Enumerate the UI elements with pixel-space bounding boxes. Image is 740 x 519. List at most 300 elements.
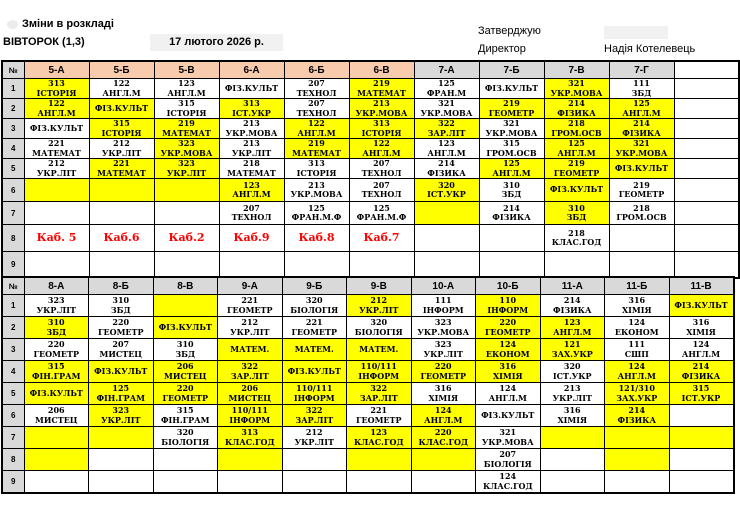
schedule-cell[interactable]: [24, 119, 89, 139]
schedule-cell[interactable]: [24, 317, 89, 339]
subject-name: ЗАХ.УКР: [616, 392, 658, 403]
schedule-cell[interactable]: [674, 139, 739, 159]
subject-name: ЗБД: [501, 189, 522, 199]
schedule-cell[interactable]: [153, 449, 218, 471]
schedule-cell[interactable]: [605, 383, 670, 405]
schedule-cell[interactable]: [414, 139, 479, 159]
schedule-cell[interactable]: [218, 449, 283, 471]
schedule-cell[interactable]: [411, 405, 476, 427]
schedule-cell[interactable]: [609, 179, 674, 202]
schedule-cell[interactable]: [411, 449, 476, 471]
schedule-cell[interactable]: [284, 159, 349, 179]
schedule-cell[interactable]: [411, 383, 476, 405]
class-header-cell[interactable]: 5-А: [24, 61, 89, 79]
schedule-cell[interactable]: [414, 179, 479, 202]
class-header-cell[interactable]: 9-В: [347, 277, 412, 295]
director-label: Директор: [478, 43, 526, 55]
subject-name: ГЕОМЕТР: [484, 326, 531, 337]
schedule-cell[interactable]: [89, 179, 154, 202]
subject-name: ЗАР.ЛІТ: [230, 370, 269, 381]
room-number: 316: [628, 295, 646, 305]
class-header-cell[interactable]: 9-А: [218, 277, 283, 295]
class-header-cell[interactable]: 8-А: [24, 277, 89, 295]
schedule-cell[interactable]: [24, 179, 89, 202]
schedule-cell[interactable]: [284, 79, 349, 99]
schedule-cell[interactable]: [414, 159, 479, 179]
schedule-cell[interactable]: [153, 317, 218, 339]
row-number-header[interactable]: №: [2, 277, 24, 295]
schedule-cell[interactable]: [669, 361, 734, 383]
schedule-cell[interactable]: [349, 139, 414, 159]
subject-name: ГРОМ.ОСВ: [551, 127, 602, 138]
class-header-cell[interactable]: 5-Б: [89, 61, 154, 79]
schedule-cell[interactable]: [24, 79, 89, 99]
class-header-cell[interactable]: 6-А: [219, 61, 284, 79]
schedule-cell[interactable]: [669, 339, 734, 361]
cab-cell[interactable]: [284, 225, 349, 252]
schedule-cell[interactable]: [282, 339, 347, 361]
class-header-cell[interactable]: 8-Б: [89, 277, 154, 295]
schedule-cell[interactable]: [414, 119, 479, 139]
schedule-cell[interactable]: [674, 225, 739, 252]
schedule-cell[interactable]: [282, 427, 347, 449]
period-number-cell[interactable]: 9: [2, 252, 24, 279]
schedule-cell[interactable]: [89, 119, 154, 139]
schedule-cell[interactable]: [347, 427, 412, 449]
subject-name: Каб.9: [233, 231, 270, 244]
schedule-cell[interactable]: [347, 295, 412, 317]
schedule-cell[interactable]: [24, 295, 89, 317]
schedule-cell[interactable]: [284, 202, 349, 225]
schedule-cell[interactable]: [674, 159, 739, 179]
schedule-cell[interactable]: [24, 252, 89, 279]
schedule-cell[interactable]: [218, 471, 283, 494]
subject-name: ГЕОМЕТР: [97, 326, 144, 337]
schedule-cell[interactable]: [544, 159, 609, 179]
schedule-cell[interactable]: [282, 317, 347, 339]
schedule-cell[interactable]: [218, 339, 283, 361]
cab-cell[interactable]: [89, 225, 154, 252]
period-number-cell[interactable]: 3: [2, 339, 24, 361]
schedule-cell[interactable]: [544, 252, 609, 279]
period-number-cell[interactable]: 7: [2, 202, 24, 225]
schedule-cell[interactable]: [218, 295, 283, 317]
subject-name: ГЕОМЕТР: [226, 304, 273, 315]
room-number: 323: [434, 317, 452, 327]
class-header-cell[interactable]: 11-Б: [605, 277, 670, 295]
schedule-cell[interactable]: [669, 405, 734, 427]
schedule-cell[interactable]: [540, 471, 605, 494]
schedule-cell[interactable]: [476, 383, 541, 405]
schedule-cell[interactable]: [282, 449, 347, 471]
schedule-cell[interactable]: [219, 202, 284, 225]
schedule-cell[interactable]: [219, 79, 284, 99]
schedule-cell[interactable]: [89, 202, 154, 225]
subject-name: МИСТЕЦ: [228, 392, 272, 403]
subject-name: ІСТОРІЯ: [296, 167, 337, 178]
schedule-cell[interactable]: [218, 383, 283, 405]
row-number-header[interactable]: №: [2, 61, 24, 79]
schedule-cell[interactable]: [219, 139, 284, 159]
period-number-cell[interactable]: 3: [2, 119, 24, 139]
schedule-cell[interactable]: [89, 139, 154, 159]
schedule-cell[interactable]: [669, 427, 734, 449]
period-number-cell[interactable]: 6: [2, 405, 24, 427]
schedule-cell[interactable]: [540, 405, 605, 427]
schedule-cell[interactable]: [24, 99, 89, 119]
subject-name: УКР.МОВА: [615, 147, 668, 158]
room-number: 121: [563, 339, 581, 349]
schedule-cell[interactable]: [476, 449, 541, 471]
schedule-cell[interactable]: [540, 361, 605, 383]
schedule-cell[interactable]: [154, 179, 219, 202]
subject-name: УКР.ЛІТ: [359, 304, 399, 315]
schedule-cell[interactable]: [411, 471, 476, 494]
schedule-cell[interactable]: [218, 317, 283, 339]
schedule-cell[interactable]: [347, 361, 412, 383]
schedule-cell[interactable]: [89, 317, 154, 339]
class-header-cell[interactable]: 5-В: [154, 61, 219, 79]
schedule-cell[interactable]: [414, 252, 479, 279]
schedule-cell[interactable]: [479, 99, 544, 119]
schedule-cell[interactable]: [605, 471, 670, 494]
cab-cell[interactable]: [154, 225, 219, 252]
schedule-cell[interactable]: [540, 317, 605, 339]
schedule-cell[interactable]: [24, 427, 89, 449]
subject-name: АНГЛ.М: [492, 167, 531, 178]
schedule-cell[interactable]: [284, 119, 349, 139]
schedule-cell[interactable]: [282, 361, 347, 383]
period-number-cell[interactable]: 2: [2, 99, 24, 119]
schedule-cell[interactable]: [479, 79, 544, 99]
schedule-cell[interactable]: [347, 405, 412, 427]
schedule-cell[interactable]: [674, 202, 739, 225]
schedule-cell[interactable]: [609, 252, 674, 279]
subject-name: УКР.МОВА: [420, 107, 473, 118]
schedule-cell[interactable]: [609, 225, 674, 252]
period-number-cell[interactable]: 9: [2, 471, 24, 494]
schedule-cell[interactable]: [89, 159, 154, 179]
schedule-cell[interactable]: [414, 225, 479, 252]
schedule-cell[interactable]: [89, 252, 154, 279]
schedule-cell[interactable]: [349, 119, 414, 139]
schedule-cell[interactable]: [609, 202, 674, 225]
schedule-cell[interactable]: [349, 79, 414, 99]
schedule-cell[interactable]: [605, 405, 670, 427]
subject-name: УКР.МОВА: [290, 189, 343, 199]
schedule-cell[interactable]: [284, 99, 349, 119]
schedule-cell[interactable]: [544, 139, 609, 159]
subject-name: ЗАР.ЛІТ: [295, 414, 334, 425]
class-header-cell[interactable]: 7-Г: [609, 61, 674, 79]
schedule-cell[interactable]: [605, 317, 670, 339]
room-number: 221: [241, 295, 259, 305]
cab-cell[interactable]: [24, 225, 89, 252]
subject-name: ФІЗ.КУЛЬТ: [674, 299, 728, 310]
room-number: 221: [113, 158, 130, 168]
schedule-cell[interactable]: [674, 119, 739, 139]
schedule-cell[interactable]: [540, 339, 605, 361]
schedule-cell[interactable]: [282, 383, 347, 405]
schedule-cell[interactable]: [284, 139, 349, 159]
schedule-cell[interactable]: [479, 252, 544, 279]
schedule-cell[interactable]: [544, 99, 609, 119]
schedule-cell[interactable]: [605, 361, 670, 383]
class-header-cell[interactable]: [674, 61, 739, 79]
schedule-cell[interactable]: [349, 179, 414, 202]
schedule-cell[interactable]: [89, 471, 154, 494]
schedule-cell[interactable]: [218, 405, 283, 427]
schedule-cell[interactable]: [411, 339, 476, 361]
subject-name: ГЕОМЕТР: [355, 414, 402, 425]
schedule-cell[interactable]: [284, 252, 349, 279]
schedule-cell[interactable]: [349, 252, 414, 279]
room-number: 111: [434, 295, 452, 305]
subject-name: ХІМІЯ: [621, 304, 652, 315]
schedule-cell[interactable]: [349, 159, 414, 179]
schedule-cell[interactable]: [544, 225, 609, 252]
schedule-cell[interactable]: [282, 295, 347, 317]
schedule-cell[interactable]: [218, 361, 283, 383]
class-header-cell[interactable]: 7-В: [544, 61, 609, 79]
schedule-cell[interactable]: [544, 202, 609, 225]
schedule-cell[interactable]: [24, 471, 89, 494]
schedule-cell[interactable]: [154, 252, 219, 279]
schedule-cell[interactable]: [411, 317, 476, 339]
subject-name: ГЕОМЕТР: [291, 326, 337, 337]
schedule-cell[interactable]: [479, 139, 544, 159]
schedule-cell[interactable]: [605, 427, 670, 449]
schedule-cell[interactable]: [24, 449, 89, 471]
period-number-cell[interactable]: 4: [2, 361, 24, 383]
schedule-cell[interactable]: [411, 295, 476, 317]
schedule-cell[interactable]: [411, 361, 476, 383]
schedule-cell[interactable]: [24, 159, 89, 179]
schedule-cell[interactable]: [674, 179, 739, 202]
schedule-cell[interactable]: [154, 139, 219, 159]
subject-name: УКР.ЛІТ: [101, 414, 141, 425]
period-number-cell[interactable]: 5: [2, 383, 24, 405]
period-number-cell[interactable]: 8: [2, 449, 24, 471]
schedule-cell[interactable]: [154, 119, 219, 139]
schedule-cell[interactable]: [476, 471, 541, 494]
schedule-cell[interactable]: [89, 449, 154, 471]
room-number: 213: [563, 383, 581, 393]
schedule-cell[interactable]: [24, 383, 89, 405]
schedule-cell[interactable]: [219, 252, 284, 279]
schedule-cell[interactable]: [347, 449, 412, 471]
schedule-cell[interactable]: [153, 383, 218, 405]
cab-cell[interactable]: [219, 225, 284, 252]
schedule-cell[interactable]: [669, 471, 734, 494]
schedule-cell[interactable]: [89, 405, 154, 427]
subject-name: УКР.МОВА: [160, 147, 213, 158]
schedule-cell[interactable]: [349, 202, 414, 225]
schedule-cell[interactable]: [544, 119, 609, 139]
room-number: 111: [628, 339, 646, 349]
period-number-cell[interactable]: 7: [2, 427, 24, 449]
period-number-cell[interactable]: 2: [2, 317, 24, 339]
cab-cell[interactable]: [349, 225, 414, 252]
schedule-cell[interactable]: [414, 99, 479, 119]
schedule-cell[interactable]: [609, 139, 674, 159]
subject-name: КЛАС.ГОД: [551, 237, 602, 247]
room-number: 207: [373, 179, 390, 190]
schedule-cell[interactable]: [476, 295, 541, 317]
schedule-cell[interactable]: [476, 317, 541, 339]
schedule-cell[interactable]: [479, 202, 544, 225]
schedule-cell[interactable]: [476, 361, 541, 383]
schedule-cell[interactable]: [24, 139, 89, 159]
subject-name: Каб.2: [168, 231, 205, 244]
subject-name: ІНФОРМ: [293, 392, 335, 403]
period-number-cell[interactable]: 4: [2, 139, 24, 159]
period-number-cell[interactable]: 1: [2, 295, 24, 317]
schedule-cell[interactable]: [414, 79, 479, 99]
class-header-cell[interactable]: 6-Б: [284, 61, 349, 79]
schedule-cell[interactable]: [347, 471, 412, 494]
schedule-cell[interactable]: [669, 317, 734, 339]
schedule-cell[interactable]: [219, 99, 284, 119]
subject-name: АНГЛ.М: [488, 392, 527, 403]
subject-name: БІОЛОГІЯ: [161, 436, 210, 447]
schedule-cell[interactable]: [476, 339, 541, 361]
schedule-cell[interactable]: [605, 339, 670, 361]
schedule-cell[interactable]: [89, 427, 154, 449]
schedule-cell[interactable]: [609, 79, 674, 99]
schedule-cell[interactable]: [544, 179, 609, 202]
schedule-cell[interactable]: [89, 99, 154, 119]
subject-name: ФІЗИКА: [553, 304, 592, 315]
room-number: 221: [48, 138, 65, 148]
room-number: 206: [47, 405, 65, 415]
subject-name: УКР.МОВА: [225, 127, 278, 138]
schedule-cell[interactable]: [89, 79, 154, 99]
schedule-cell[interactable]: [153, 405, 218, 427]
schedule-cell[interactable]: [153, 361, 218, 383]
schedule-cell[interactable]: [347, 383, 412, 405]
class-header-cell[interactable]: 10-А: [411, 277, 476, 295]
schedule-cell[interactable]: [411, 427, 476, 449]
room-number: 213: [308, 179, 325, 190]
room-number: 221: [370, 405, 388, 415]
schedule-cell[interactable]: [24, 202, 89, 225]
schedule-cell[interactable]: [609, 119, 674, 139]
schedule-cell[interactable]: [282, 405, 347, 427]
class-header-cell[interactable]: 9-Б: [282, 277, 347, 295]
schedule-cell[interactable]: [479, 159, 544, 179]
class-header-cell[interactable]: 8-В: [153, 277, 218, 295]
subject-name: ГЕОМЕТР: [162, 392, 208, 403]
schedule-cell[interactable]: [674, 252, 739, 279]
schedule-cell[interactable]: [154, 202, 219, 225]
schedule-cell[interactable]: [479, 179, 544, 202]
schedule-cell[interactable]: [219, 119, 284, 139]
class-header-cell[interactable]: 6-В: [349, 61, 414, 79]
subject-name: КЛАС.ГОД: [482, 480, 533, 491]
schedule-cell[interactable]: [24, 405, 89, 427]
subject-name: СШП: [624, 348, 649, 359]
schedule-cell[interactable]: [669, 383, 734, 405]
room-number: 321: [499, 427, 517, 437]
period-number-cell[interactable]: 1: [2, 79, 24, 99]
schedule-cell[interactable]: [24, 339, 89, 361]
class-header-cell[interactable]: 11-В: [669, 277, 734, 295]
schedule-cell[interactable]: [349, 99, 414, 119]
schedule-cell[interactable]: [540, 295, 605, 317]
class-header-cell[interactable]: 7-Б: [479, 61, 544, 79]
subject-name: ФРАН.М.Ф: [291, 212, 342, 222]
subject-name: ІСТОРІЯ: [166, 107, 207, 118]
schedule-cell[interactable]: [153, 295, 218, 317]
subject-name: ФІН.ГРАМ: [160, 414, 210, 425]
schedule-cell[interactable]: [605, 295, 670, 317]
class-header-cell[interactable]: 10-Б: [476, 277, 541, 295]
class-header-cell[interactable]: 7-А: [414, 61, 479, 79]
schedule-cell[interactable]: [669, 449, 734, 471]
schedule-cell[interactable]: [347, 317, 412, 339]
period-number-cell[interactable]: 6: [2, 179, 24, 202]
schedule-cell[interactable]: [24, 361, 89, 383]
schedule-cell[interactable]: [476, 427, 541, 449]
subject-name: ІНФОРМ: [422, 304, 464, 315]
period-number-cell[interactable]: 8: [2, 225, 24, 252]
subject-name: ЗАР.ЛІТ: [427, 127, 466, 138]
schedule-cell[interactable]: [479, 119, 544, 139]
schedule-cell[interactable]: [540, 383, 605, 405]
schedule-cell[interactable]: [674, 99, 739, 119]
subject-name: ГРОМ.ОСВ: [616, 212, 667, 222]
room-number: 125: [503, 158, 520, 168]
schedule-cell[interactable]: [674, 79, 739, 99]
schedule-cell[interactable]: [154, 159, 219, 179]
schedule-cell[interactable]: [219, 159, 284, 179]
schedule-cell[interactable]: [89, 361, 154, 383]
schedule-cell[interactable]: [605, 449, 670, 471]
schedule-cell[interactable]: [609, 159, 674, 179]
room-number: 323: [47, 295, 65, 305]
schedule-cell[interactable]: [669, 295, 734, 317]
page-title: Зміни в розкладі: [22, 18, 114, 30]
schedule-cell[interactable]: [540, 449, 605, 471]
subject-name: УКР.ЛІТ: [552, 392, 592, 403]
schedule-cell[interactable]: [219, 179, 284, 202]
schedule-cell[interactable]: [154, 99, 219, 119]
schedule-cell[interactable]: [282, 471, 347, 494]
schedule-cell[interactable]: [479, 225, 544, 252]
schedule-cell[interactable]: [347, 339, 412, 361]
subject-name: ФІЗИКА: [617, 414, 656, 425]
room-number: 221: [305, 317, 323, 327]
schedule-cell[interactable]: [540, 427, 605, 449]
schedule-cell[interactable]: [414, 202, 479, 225]
schedule-cell[interactable]: [154, 79, 219, 99]
schedule-cell[interactable]: [544, 79, 609, 99]
schedule-cell[interactable]: [218, 427, 283, 449]
schedule-cell[interactable]: [153, 471, 218, 494]
schedule-cell[interactable]: [89, 339, 154, 361]
schedule-cell[interactable]: [89, 383, 154, 405]
room-number: 218: [568, 227, 585, 238]
class-header-cell[interactable]: 11-А: [540, 277, 605, 295]
period-number-cell[interactable]: 5: [2, 159, 24, 179]
schedule-cell[interactable]: [476, 405, 541, 427]
schedule-cell[interactable]: [89, 295, 154, 317]
schedule-cell[interactable]: [284, 179, 349, 202]
schedule-cell[interactable]: [153, 427, 218, 449]
schedule-cell[interactable]: [153, 339, 218, 361]
schedule-cell[interactable]: [609, 99, 674, 119]
